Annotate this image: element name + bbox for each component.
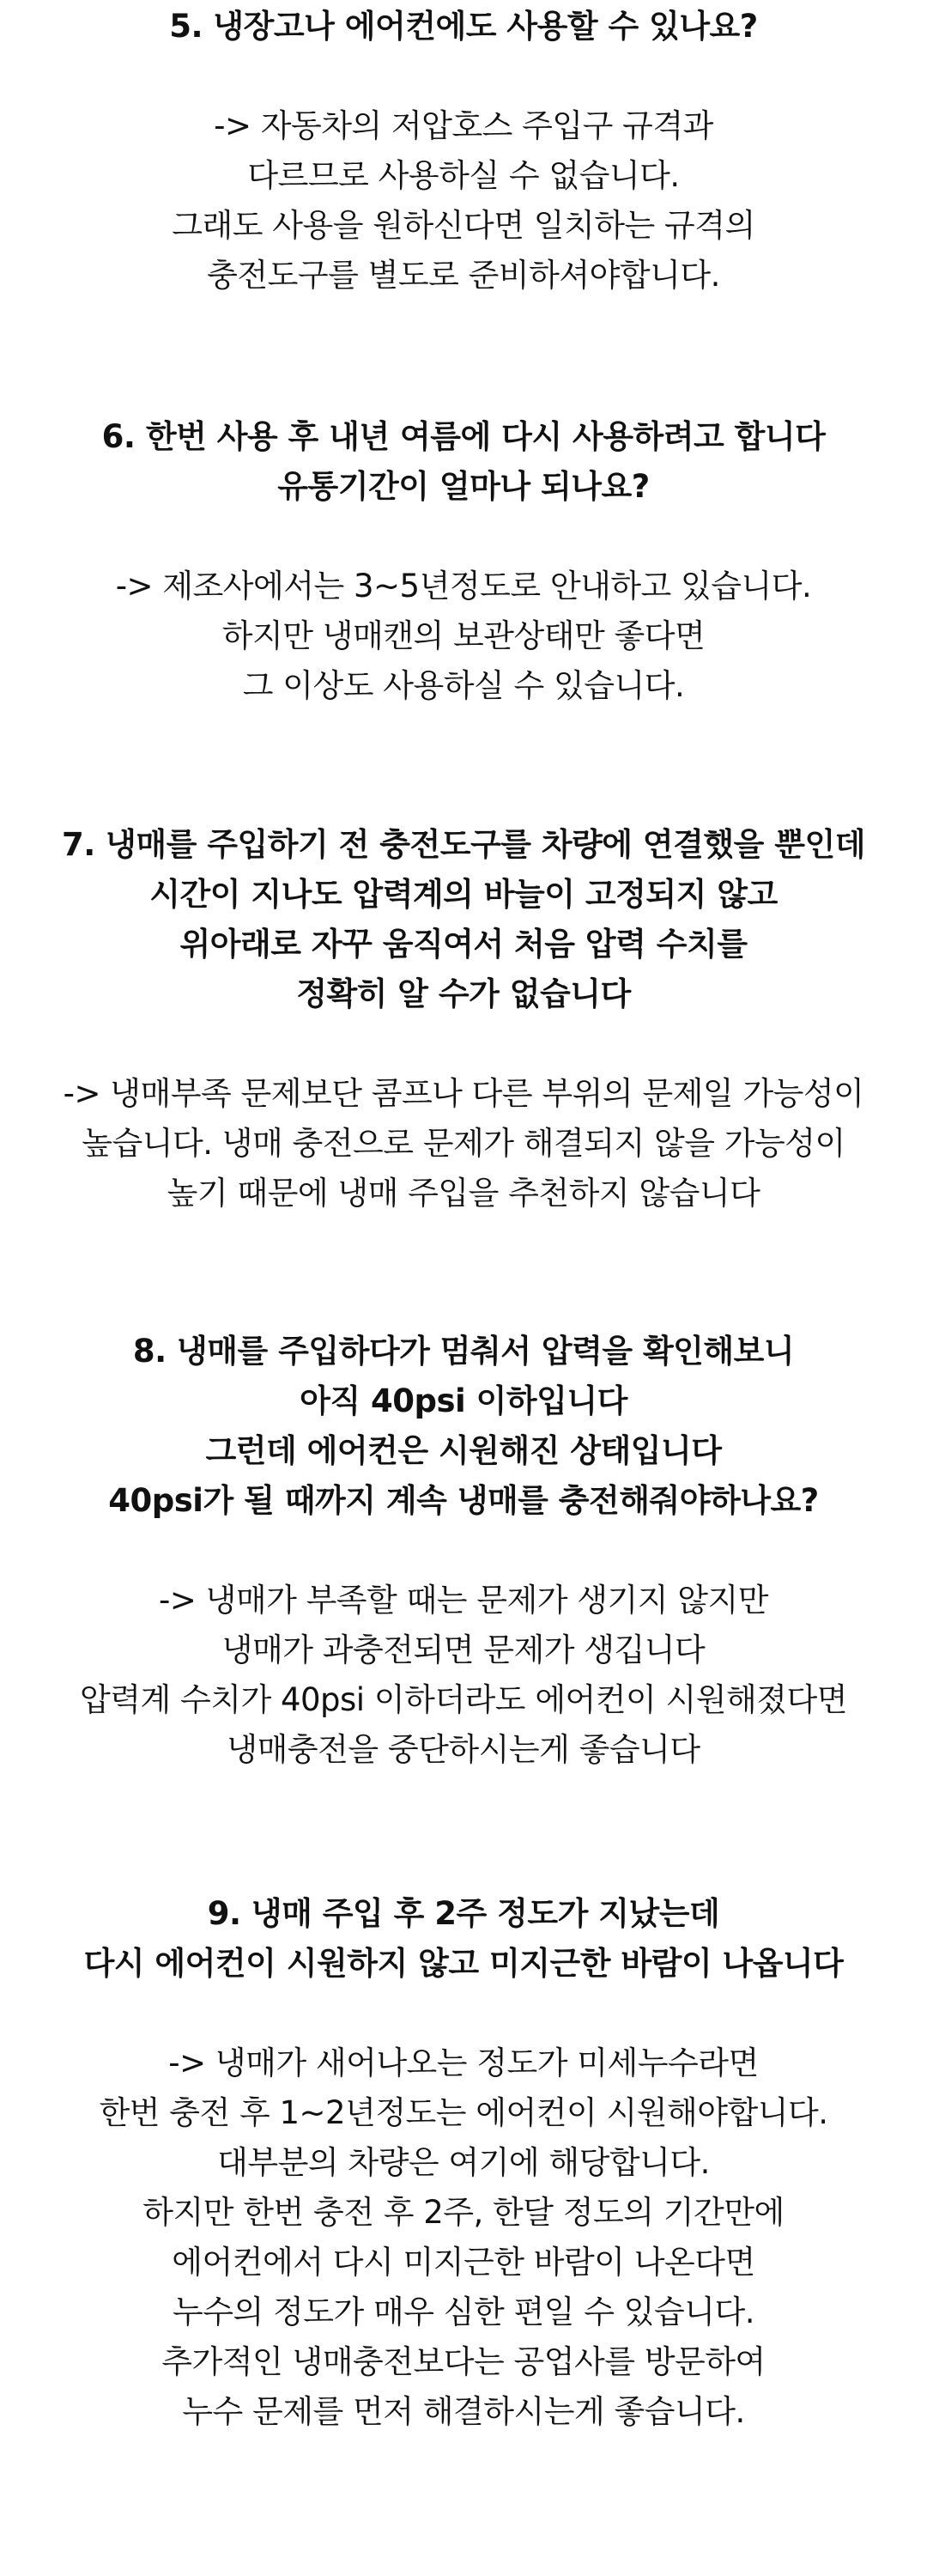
answer-line: 하지만 한번 충전 후 2주, 한달 정도의 기간만에 bbox=[142, 2194, 785, 2231]
question-line: 9. 냉매 주입 후 2주 정도가 지났는데 bbox=[207, 1895, 720, 1932]
faq-item-5 bbox=[0, 2, 927, 301]
faq-question bbox=[0, 820, 927, 1019]
answer-line: 압력계 수치가 40psi 이하더라도 에어컨이 시원해졌다면 bbox=[79, 1681, 847, 1718]
faq-question bbox=[0, 1327, 927, 1526]
faq-question bbox=[0, 2, 927, 52]
answer-line: 높습니다. 냉매 충전으로 문제가 해결되지 않을 가능성이 bbox=[82, 1125, 845, 1162]
question-line: 다시 에어컨이 시원하지 않고 미지근한 바람이 나옵니다 bbox=[83, 1945, 844, 1982]
faq-answer bbox=[0, 101, 927, 301]
faq-answer bbox=[0, 1069, 927, 1218]
answer-line: 높기 때문에 냉매 주입을 추천하지 않습니다 bbox=[167, 1175, 760, 1212]
answer-line: 냉매가 과충전되면 문제가 생깁니다 bbox=[221, 1631, 706, 1668]
answer-line: 충전도구를 별도로 준비하셔야합니다. bbox=[207, 257, 720, 294]
question-line: 7. 냉매를 주입하기 전 충전도구를 차량에 연결했을 뿐인데 bbox=[61, 826, 866, 863]
answer-line: 다르므로 사용하실 수 없습니다. bbox=[247, 157, 680, 194]
question-line: 시간이 지나도 압력계의 바늘이 고정되지 않고 bbox=[149, 876, 778, 913]
answer-line: 한번 충전 후 1~2년정도는 에어컨이 시원해야합니다. bbox=[99, 2094, 828, 2131]
faq-answer bbox=[0, 1576, 927, 1775]
faq-answer bbox=[0, 2038, 927, 2437]
question-line: 40psi가 될 때까지 계속 냉매를 충전해줘야하나요? bbox=[108, 1482, 819, 1519]
answer-line: -> 냉매부족 문제보단 콤프나 다른 부위의 문제일 가능성이 bbox=[63, 1075, 864, 1112]
answer-line: 대부분의 차량은 여기에 해당합니다. bbox=[217, 2144, 710, 2181]
question-line: 정확히 알 수가 없습니다 bbox=[296, 975, 631, 1012]
question-line: 유통기간이 얼마나 되나요? bbox=[277, 468, 650, 505]
faq-answer bbox=[0, 562, 927, 711]
question-line: 6. 한번 사용 후 내년 여름에 다시 사용하려고 합니다 bbox=[101, 418, 826, 455]
faq-item-9 bbox=[0, 1889, 927, 2437]
answer-line: -> 냉매가 부족할 때는 문제가 생기지 않지만 bbox=[158, 1582, 769, 1619]
answer-line: 추가적인 냉매충전보다는 공업사를 방문하여 bbox=[161, 2343, 766, 2380]
question-line: 그런데 에어컨은 시원해진 상태입니다 bbox=[205, 1432, 722, 1469]
answer-line: 하지만 냉매캔의 보관상태만 좋다면 bbox=[221, 617, 706, 654]
answer-line: 그 이상도 사용하실 수 있습니다. bbox=[242, 667, 685, 704]
answer-line: 누수 문제를 먼저 해결하시는게 좋습니다. bbox=[182, 2393, 745, 2430]
faq-question bbox=[0, 1889, 927, 1989]
faq-question bbox=[0, 412, 927, 512]
answer-line: 냉매충전을 중단하시는게 좋습니다 bbox=[227, 1731, 700, 1768]
answer-line: -> 냉매가 새어나오는 정도가 미세누수라면 bbox=[168, 2044, 759, 2081]
answer-line: 에어컨에서 다시 미지근한 바람이 나온다면 bbox=[172, 2244, 755, 2281]
answer-line: -> 자동차의 저압호스 주입구 규격과 bbox=[214, 107, 713, 144]
answer-line: 그래도 사용을 원하신다면 일치하는 규격의 bbox=[172, 207, 755, 244]
faq-item-6 bbox=[0, 412, 927, 711]
faq-item-8 bbox=[0, 1327, 927, 1775]
faq-item-7 bbox=[0, 820, 927, 1218]
answer-line: -> 제조사에서는 3~5년정도로 안내하고 있습니다. bbox=[115, 568, 812, 605]
question-line: 8. 냉매를 주입하다가 멈춰서 압력을 확인해보니 bbox=[132, 1333, 795, 1370]
question-line: 5. 냉장고나 에어컨에도 사용할 수 있나요? bbox=[169, 8, 758, 45]
question-line: 아직 40psi 이하입니다 bbox=[300, 1382, 627, 1419]
question-line: 위아래로 자꾸 움직여서 처음 압력 수치를 bbox=[179, 926, 748, 963]
answer-line: 누수의 정도가 매우 심한 편일 수 있습니다. bbox=[173, 2293, 754, 2330]
